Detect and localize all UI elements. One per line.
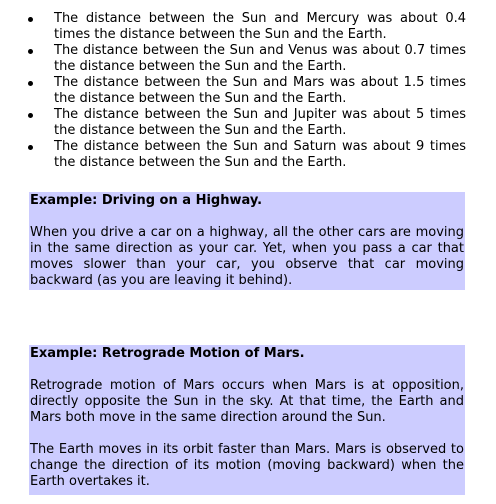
bullet-text: The distance between the Sun and Mars was about 1.5 times the distance between the Sun and the Earth. — [54, 75, 466, 106]
bullet-text: The distance between the Sun and Jupiter was about 5 times the distance between the Sun and the Earth. — [54, 107, 466, 138]
bullet-dot — [28, 145, 33, 150]
bullet-dot — [28, 17, 33, 22]
example-paragraph: The Earth moves in its orbit faster than Mars. Mars is observed to change the direction of its motion (moving backward) when the Earth overtakes it. — [30, 442, 464, 489]
example-title: Example: Retrograde Motion of Mars. — [30, 346, 305, 361]
example-title: Example: Driving on a Highway. — [30, 193, 263, 208]
distance-bullet-list — [26, 11, 466, 171]
bullet-text: The distance between the Sun and Mercury was about 0.4 times the distance between the Sun and the Earth. — [54, 11, 466, 42]
example-paragraph: Retrograde motion of Mars occurs when Mars is at opposition, directly opposite the Sun in the sky. At that time, the Earth and Mars both move in the same direction around the Sun. — [30, 378, 464, 425]
bullet-item — [26, 75, 466, 107]
bullet-text: The distance between the Sun and Saturn was about 9 times the distance between the Sun and the Earth. — [54, 139, 466, 170]
bullet-dot — [28, 81, 33, 86]
example-paragraph: When you drive a car on a highway, all the other cars are moving in the same direction as your car. Yet, when you pass a car that moves slower than your car, you observe that car moving backward (as you are leaving it behind). — [30, 225, 464, 288]
bullet-item — [26, 139, 466, 171]
bullet-dot — [28, 49, 33, 54]
bullet-item — [26, 43, 466, 75]
bullet-item — [26, 107, 466, 139]
bullet-dot — [28, 113, 33, 118]
example-box-highway — [29, 192, 465, 290]
bullet-item — [26, 11, 466, 43]
example-box-mars — [29, 345, 465, 495]
bullet-text: The distance between the Sun and Venus was about 0.7 times the distance between the Sun and the Earth. — [54, 43, 466, 74]
